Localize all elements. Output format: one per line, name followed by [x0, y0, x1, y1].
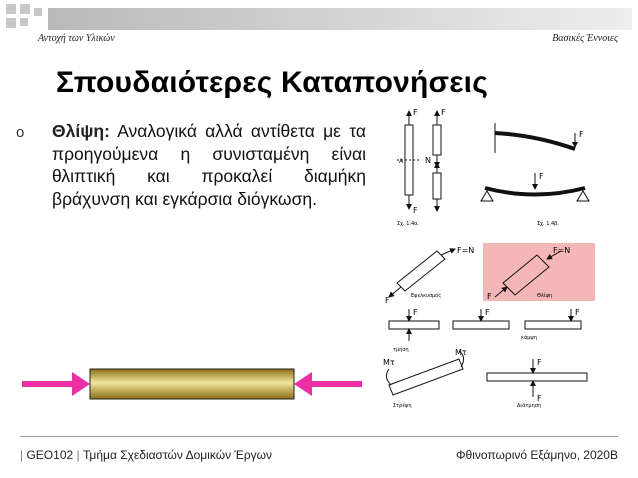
torsion-label: Στρέψη	[393, 403, 412, 409]
compression-rod-illustration	[22, 360, 362, 410]
bending-label: κάμψη	[521, 335, 537, 341]
compression-label: Θλίψη	[537, 293, 553, 299]
bullet-marker: o	[16, 124, 25, 141]
fn-label: F=N	[457, 246, 475, 255]
force-label: F	[575, 308, 580, 317]
caption-1: Σχ. 1.4α.	[397, 221, 420, 227]
slide-title: Σπουδαιότερες Καταπονήσεις	[56, 66, 489, 99]
shear-label: τμήση	[393, 347, 409, 353]
force-label: F	[487, 292, 492, 301]
moment-label: Mτ	[455, 348, 467, 357]
bullet-text	[52, 120, 366, 210]
caption-2: Σχ. 1.4β.	[537, 221, 559, 227]
footer-semester: Φθινοπωρινό Εξάμηνο, 2020Β	[455, 448, 618, 462]
stress-types-figure	[375, 103, 600, 413]
torsion-diagram	[386, 351, 463, 395]
bullet-term: Θλίψη:	[52, 121, 110, 141]
department-name: Τμήμα Σχεδιαστών Δομικών Έργων	[82, 448, 273, 462]
force-label: F	[413, 308, 418, 317]
force-label: F	[539, 172, 544, 181]
force-label: F	[413, 206, 418, 215]
force-label: F	[385, 296, 390, 305]
tension-diagram	[389, 249, 455, 297]
left-arrow-icon	[22, 372, 90, 396]
force-label: F	[537, 394, 542, 403]
force-label: F	[537, 358, 542, 367]
fn-label: F=N	[553, 246, 571, 255]
bullet-description: Αναλογικά αλλά αντίθετα με τα προηγούμενα η συνισταμένη είναι θλιπτική και προκαλεί διαμήκη βράχυνση και εγκάρσια διόγκωση.	[52, 121, 366, 209]
force-label: F	[441, 108, 446, 117]
course-code: GEO102	[26, 448, 74, 462]
footer-course: | GEO102 | Τμήμα Σχεδιαστών Δομικών Έργων	[20, 448, 273, 462]
axial-label: A	[399, 158, 404, 165]
force-label: F	[485, 308, 490, 317]
normal-label: N	[425, 156, 431, 165]
footer-divider	[20, 436, 618, 437]
rod	[90, 369, 294, 399]
cantilever-diagram	[481, 123, 589, 201]
force-label: F	[579, 130, 584, 139]
force-label: F	[413, 108, 418, 117]
right-arrow-icon	[294, 372, 362, 396]
tension-label: Εφελκυσμός	[411, 293, 442, 299]
header-course-name: Αντοχή των Υλικών	[38, 33, 115, 44]
axial-bar-diagram	[397, 111, 441, 211]
header-section-name: Βασικές Έννοιες	[552, 33, 618, 44]
header-bar	[48, 8, 632, 30]
buckling-label: Διάτμηση	[517, 403, 542, 409]
moment-label: Mτ	[383, 358, 395, 367]
